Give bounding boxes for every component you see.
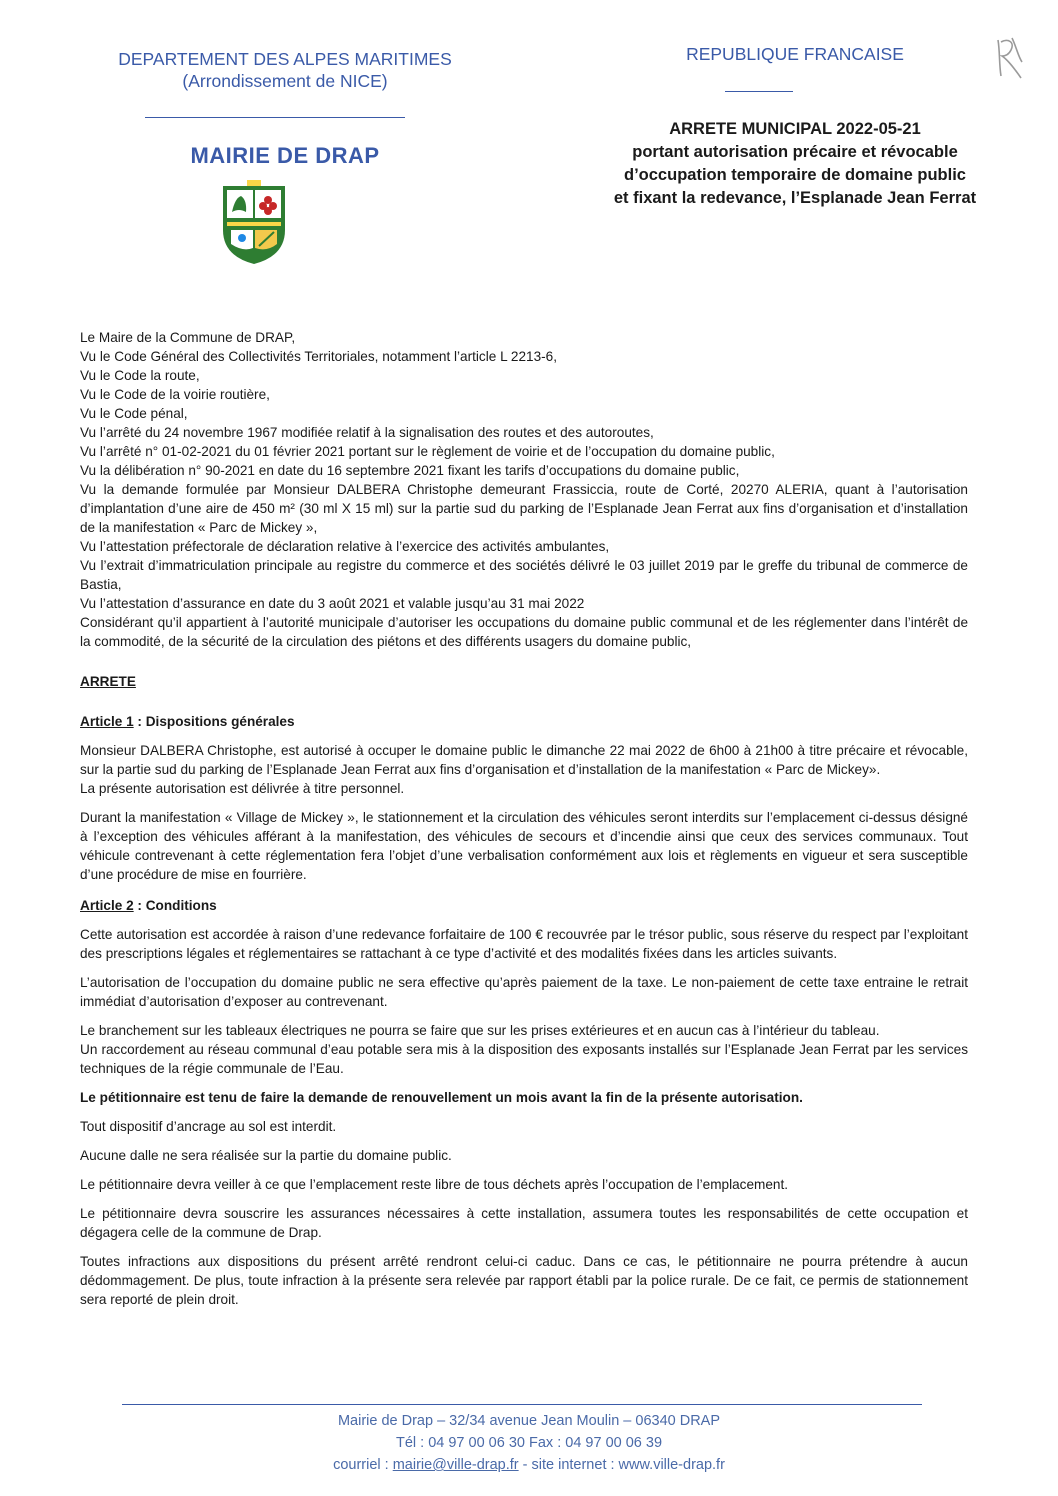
arrete-title-line: ARRETE MUNICIPAL 2022-05-21	[669, 120, 921, 138]
preamble-line: Vu la délibération n° 90-2021 en date du 16 septembre 2021 fixant les tarifs d’occupations du domaine public,	[80, 463, 740, 478]
article-paragraph: Durant la manifestation « Village de Mickey », le stationnement et la circulation des véhicules seront interdits sur l’emplacement ci-dessus désigné à l’exception des véhicules afférant à la manifestation, des véhicules de secours et d’incendie ainsi que ceux des services communaux. Tout véhicule contrevenant à cette réglementation fera l’objet d’une verbalisation conformément aux lois et règlements en vigueur et sera susceptible d’une procédure de mise en fourrière.	[80, 810, 968, 882]
footer-address: Mairie de Drap – 32/34 avenue Jean Moulin – 06340 DRAP	[337, 1413, 721, 1429]
article-paragraph: Le pétitionnaire devra souscrire les assurances nécessaires à cette installation, assumera toutes les responsabilités de cette occupation et dégagera celle de la commune de Drap.	[80, 1206, 968, 1240]
article-paragraph: Un raccordement au réseau communal d’eau potable sera mis à la disposition des exposants installés sur l’Esplanade Jean Ferrat par les services techniques de la régie communale de l’Eau.	[80, 1042, 968, 1076]
department-header	[60, 48, 510, 92]
article-paragraph: Aucune dalle ne sera réalisée sur la partie du domaine public.	[80, 1148, 452, 1163]
website-text: - site internet : www.ville-drap.fr	[518, 1457, 725, 1473]
header-divider-right	[725, 91, 793, 92]
article-paragraph: Toutes infractions aux dispositions du présent arrêté rendront celui-ci caduc. Dans ce cas, le pétitionnaire ne pourra prétendre à aucun dédommagement. De plus, toute infraction à la présente sera relevée par rapport établi par la police rurale. De ce fait, ce permis de stationnement sera reporté de plein droit.	[80, 1254, 968, 1307]
preamble-line: Vu l’arrêté n° 01-02-2021 du 01 février 2021 portant sur le règlement de voirie et de l’occupation du domaine public,	[80, 444, 775, 459]
footer-contact	[0, 1454, 1058, 1476]
preamble-line: Vu le Code de la voirie routière,	[80, 387, 270, 402]
republique-header: REPUBLIQUE FRANCAISE	[686, 44, 904, 64]
article-paragraph: Le pétitionnaire devra veiller à ce que l’emplacement reste libre de tous déchets après l’occupation de l’emplacement.	[80, 1177, 789, 1192]
footer-phone: Tél : 04 97 00 06 30 Fax : 04 97 00 06 39	[395, 1435, 663, 1451]
arrete-title-line: portant autorisation précaire et révocable	[632, 143, 958, 161]
preamble-line: Le Maire de la Commune de DRAP,	[80, 330, 296, 345]
article-paragraph: Le branchement sur les tableaux électriques ne pourra se faire que sur les prises extérieures et en aucun cas à l’intérieur du tableau.	[80, 1023, 880, 1038]
article-paragraph: L’autorisation de l’occupation du domaine public ne sera effective qu’après paiement de la taxe. Le non-paiement de cette taxe entraine le retrait immédiat d’autorisation d’exposer au contrevenant.	[80, 975, 968, 1009]
coat-of-arms-icon	[219, 178, 289, 266]
mairie-title: MAIRIE DE DRAP	[190, 143, 380, 168]
article-paragraph: Monsieur DALBERA Christophe, est autorisé à occuper le domaine public le dimanche 22 mai 2022 de 6h00 à 21h00 à titre précaire et révocable, sur la partie sud du parking de l’Esplanade Jean Ferrat aux fins d’organisation et d’installation de la manifestation « Parc de Mickey».	[80, 743, 968, 777]
article-1-label: Article 1	[80, 714, 134, 729]
email-prefix: courriel :	[333, 1457, 393, 1473]
preamble-line: Vu l’attestation préfectorale de déclaration relative à l’exercice des activités ambulantes,	[80, 539, 610, 554]
arrete-title-line: d’occupation temporaire de domaine public	[624, 166, 966, 184]
arrondissement: (Arrondissement de NICE)	[182, 71, 388, 91]
preamble-line: Vu le Code la route,	[80, 368, 200, 383]
preamble-line: Vu l’extrait d’immatriculation principale au registre du commerce et des sociétés délivré le 03 juillet 2019 par le greffe du tribunal de commerce de Bastia,	[80, 558, 968, 592]
footer	[0, 1410, 1058, 1476]
document-body	[80, 328, 968, 1309]
article-paragraph: Tout dispositif d’ancrage au sol est interdit.	[80, 1119, 337, 1134]
renewal-notice: Le pétitionnaire est tenu de faire la demande de renouvellement un mois avant la fin de la présente autorisation.	[80, 1090, 803, 1105]
article-1-title	[80, 712, 968, 731]
article-paragraph: Cette autorisation est accordée à raison d’une redevance forfaitaire de 100 € recouvrée par le trésor public, sous réserve du respect par l’exploitant des prescriptions légales et réglementaires se rattachant à ce type d’activité et des modalités fixées dans les articles suivants.	[80, 927, 968, 961]
header-divider-left	[145, 117, 405, 118]
article-2-label: Article 2	[80, 898, 134, 913]
arrete-heading: ARRETE	[80, 674, 136, 689]
handwritten-initials-icon	[988, 32, 1034, 82]
preamble-line: Vu le Code Général des Collectivités Territoriales, notamment l’article L 2213-6,	[80, 349, 558, 364]
department-name: DEPARTEMENT DES ALPES MARITIMES	[118, 49, 452, 69]
article-2-title	[80, 896, 968, 915]
arrete-title	[560, 118, 1030, 210]
preamble-line: Vu l’arrêté du 24 novembre 1967 modifiée relatif à la signalisation des routes et des autoroutes,	[80, 425, 654, 440]
arrete-title-line: et fixant la redevance, l’Esplanade Jean Ferrat	[613, 189, 977, 207]
preamble-line: Considérant qu’il appartient à l’autorité municipale d’autoriser les occupations du domaine public communal et de les réglementer dans l’intérêt de la commodité, de la sécurité de la circulation des piétons et des différents usagers du domaine public,	[80, 615, 968, 649]
footer-divider	[122, 1404, 922, 1405]
preamble-line: Vu le Code pénal,	[80, 406, 188, 421]
article-1-subtitle: : Dispositions générales	[133, 714, 295, 729]
email-link[interactable]: mairie@ville-drap.fr	[392, 1457, 519, 1473]
preamble-line: Vu l’attestation d’assurance en date du 3 août 2021 et valable jusqu’au 31 mai 2022	[80, 596, 585, 611]
article-2-subtitle: : Conditions	[133, 898, 217, 913]
article-paragraph: La présente autorisation est délivrée à titre personnel.	[80, 781, 405, 796]
preamble-line: Vu la demande formulée par Monsieur DALBERA Christophe demeurant Frassiccia, route de Corté, 20270 ALERIA, quant à l’autorisation d’implantation d’une aire de 450 m² (30 ml X 15 ml) sur la partie sud du parking de l’Esplanade Jean Ferrat aux fins d’organisation et d’installation de la manifestation « Parc de Mickey »,	[80, 482, 968, 535]
